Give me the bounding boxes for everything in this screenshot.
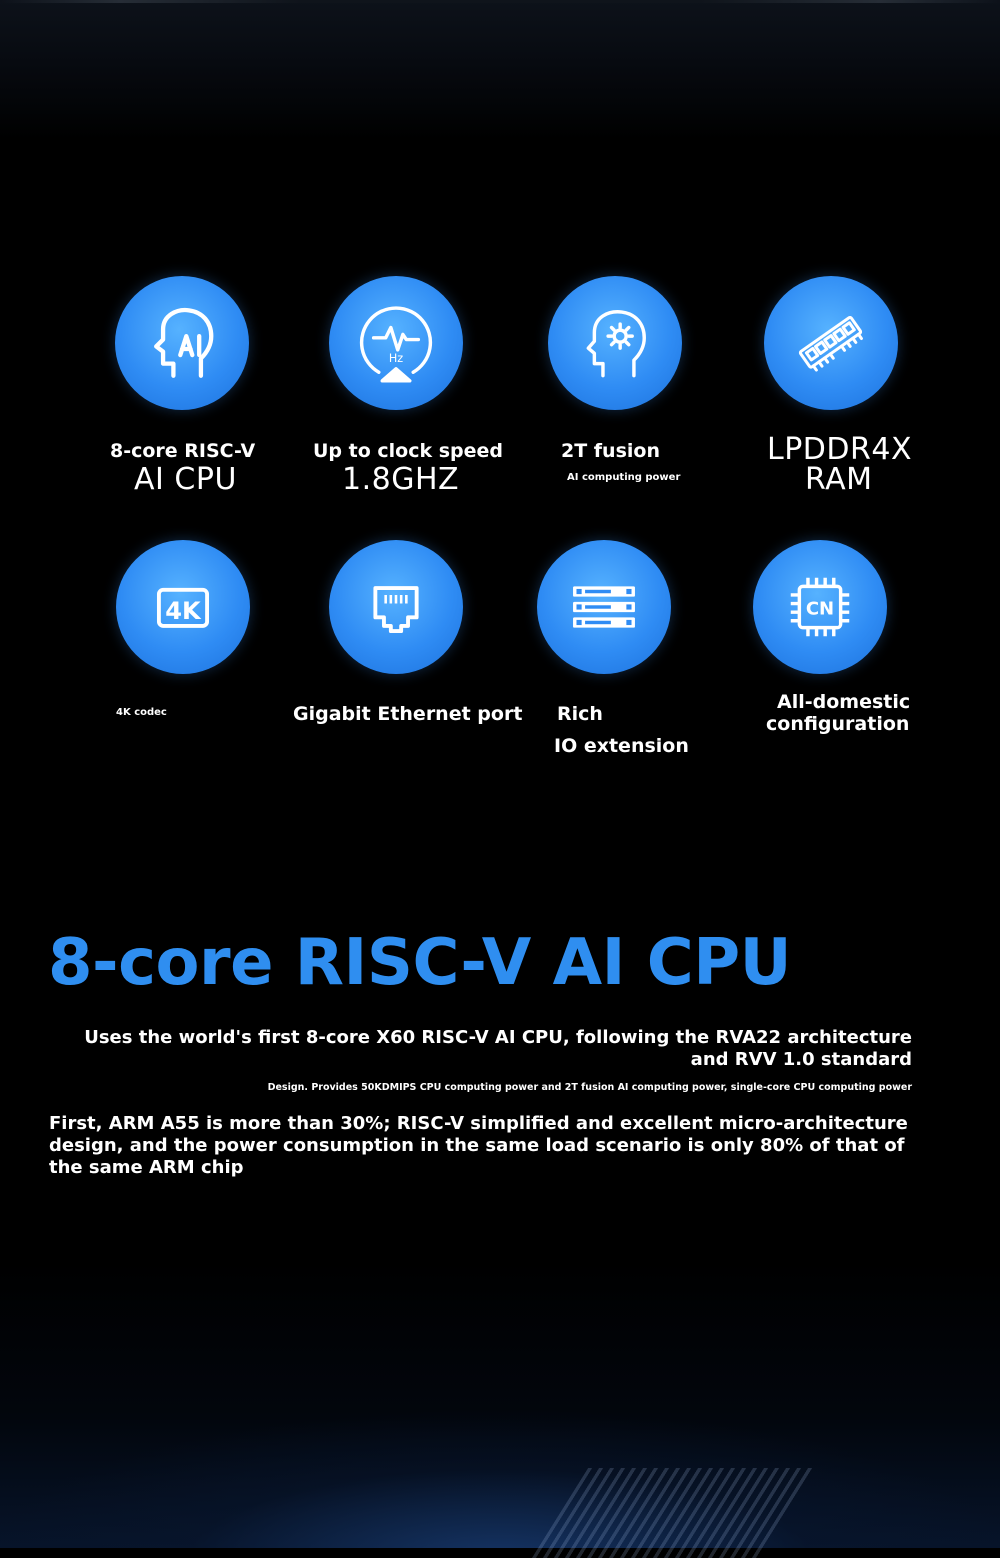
feature-ai-fusion [500, 270, 740, 520]
feature-label-line1: Rich [557, 703, 603, 725]
section-title: 8-core RISC-V AI CPU [48, 926, 792, 1000]
body-line-2: design, and the power consumption in the same load scenario is only 80% of that of [49, 1135, 905, 1156]
top-edge-line [0, 0, 1000, 3]
bottom-background-glow [0, 1260, 1000, 1548]
ram-module-icon [764, 276, 898, 410]
feature-label-line2: 1.8GHZ [342, 462, 460, 497]
feature-ethernet [275, 535, 523, 785]
feature-label-line2: configuration [766, 713, 910, 735]
feature-label-line1: Up to clock speed [313, 440, 504, 462]
feature-label-line1: 8-core RISC-V [110, 440, 256, 462]
svg-text:Hz: Hz [388, 351, 404, 365]
body-line-3: the same ARM chip [49, 1157, 244, 1178]
ethernet-port-icon [329, 540, 463, 674]
feature-ai-cpu [60, 270, 300, 520]
feature-label-line1: 4K codec [116, 707, 167, 718]
feature-ram [710, 270, 950, 520]
intro-line-1: Uses the world's first 8-core X60 RISC-V AI CPU, following the RVA22 architecture [84, 1027, 912, 1048]
feature-label-line1: 2T fusion [561, 440, 660, 462]
intro-paragraph [84, 1027, 912, 1071]
feature-label-line2: IO extension [554, 735, 689, 757]
body-paragraph [49, 1113, 908, 1179]
clock-speed-icon [329, 276, 463, 410]
ai-head-icon [115, 276, 249, 410]
small-note: Design. Provides 50KDMIPS CPU computing power and 2T fusion AI computing power, single-core CPU computing power [267, 1082, 912, 1093]
body-line-1: First, ARM A55 is more than 30%; RISC-V simplified and excellent micro-architecture [49, 1113, 908, 1134]
feature-io-extension [500, 535, 740, 785]
feature-label-line2: AI computing power [567, 472, 681, 483]
intro-line-2: and RVV 1.0 standard [690, 1049, 912, 1070]
feature-label-line2: RAM [805, 462, 873, 497]
feature-label-line1: Gigabit Ethernet port [293, 703, 523, 725]
feature-clock-speed [275, 270, 515, 520]
feature-domestic [710, 535, 950, 785]
feature-4k-codec [60, 535, 300, 785]
svg-text:4K: 4K [165, 597, 201, 626]
svg-text:CN: CN [805, 598, 835, 620]
top-background [0, 0, 1000, 140]
ai-brain-gear-icon [548, 276, 682, 410]
4k-icon [116, 540, 250, 674]
feature-label-line1: LPDDR4X [767, 432, 912, 467]
io-extension-icon [537, 540, 671, 674]
feature-label-line1: All-domestic [777, 691, 911, 713]
cn-chip-icon [753, 540, 887, 674]
feature-label-line2: AI CPU [134, 462, 237, 497]
